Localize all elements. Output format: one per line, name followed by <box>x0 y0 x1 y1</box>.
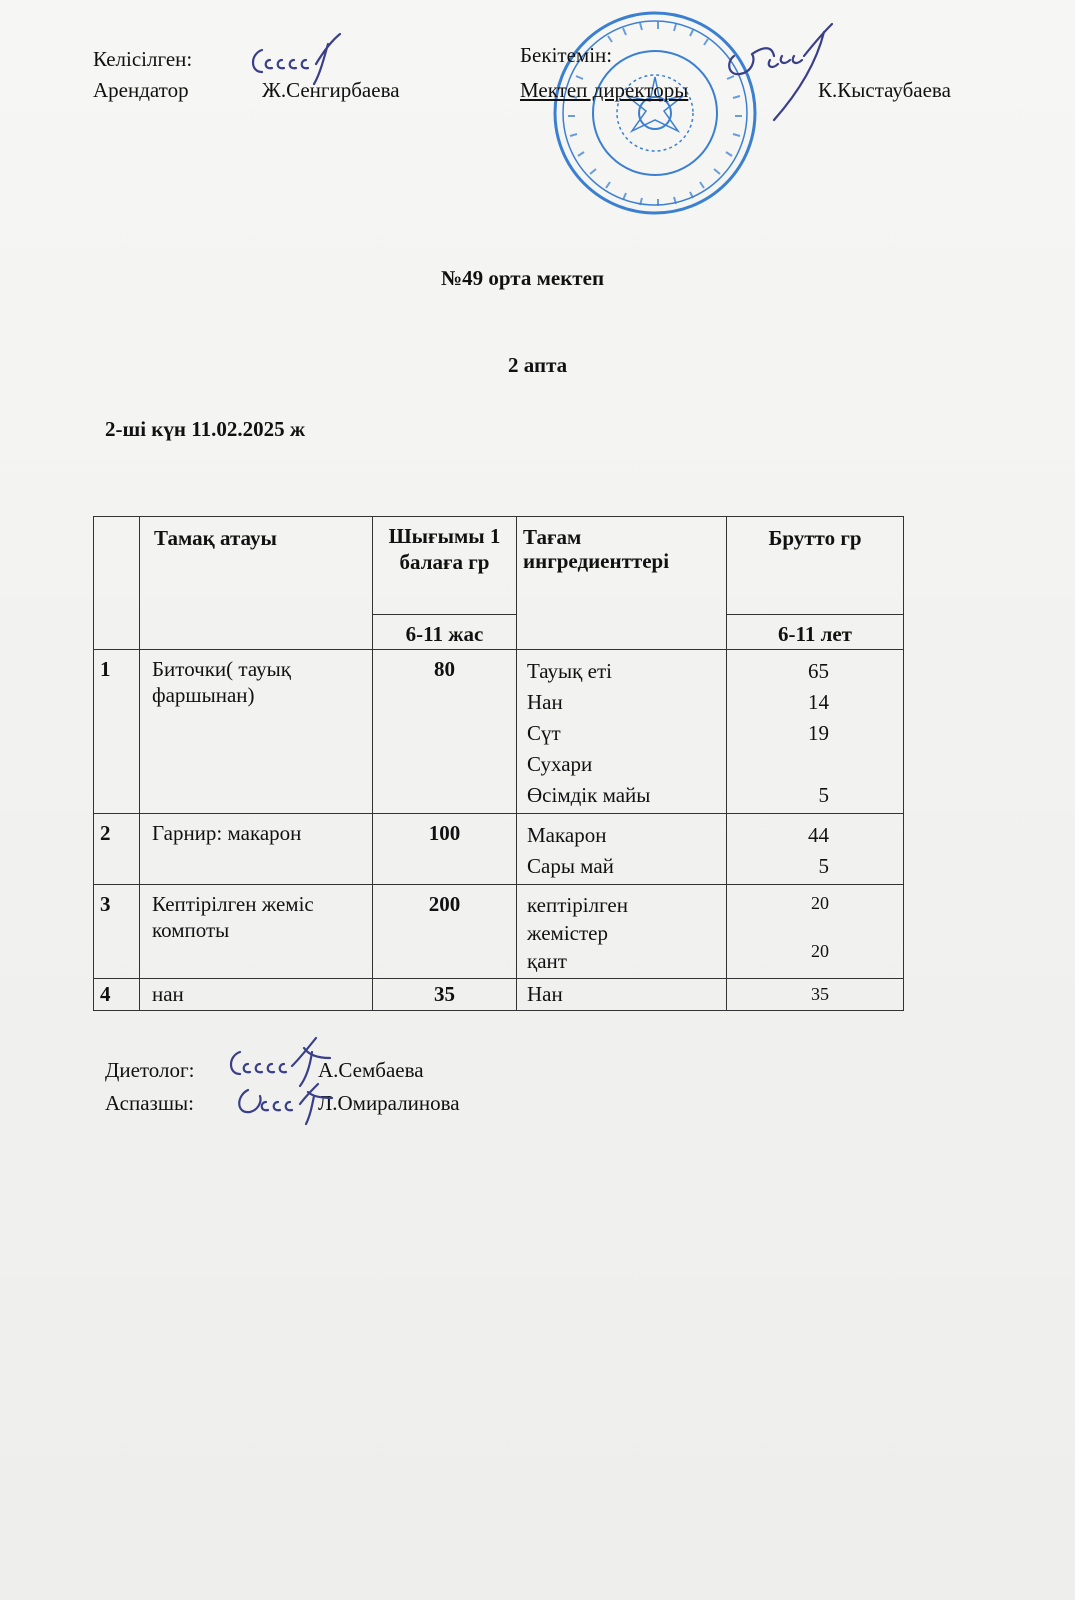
brutto-value: 44 <box>808 823 829 847</box>
brutto-values <box>727 885 904 979</box>
table-row <box>94 650 904 814</box>
dish-yield: 80 <box>373 650 517 814</box>
approve-label: Бекітемін: <box>520 43 613 67</box>
tenant-name: Ж.Сенгирбаева <box>262 78 400 102</box>
cook-signature <box>228 1078 338 1126</box>
ingredient-item: Нан <box>527 982 563 1006</box>
brutto-values <box>727 650 904 814</box>
table-row <box>94 885 904 979</box>
dish-name: Биточки( тауық фаршынан) <box>140 650 373 814</box>
row-number: 2 <box>94 814 140 885</box>
brutto-value: 20 <box>811 893 829 913</box>
director-signature <box>712 16 846 128</box>
ingredient-item: Макарон <box>527 823 607 847</box>
dish-ingredients <box>517 814 727 885</box>
brutto-value: 65 <box>808 659 829 683</box>
cook-name: Л.Омиралинова <box>318 1091 460 1115</box>
ingredient-item: Өсімдік майы <box>527 783 651 807</box>
ingredient-item: Тауық еті <box>527 659 612 683</box>
ingredient-item: Сухари <box>527 752 593 776</box>
dish-yield: 200 <box>373 885 517 979</box>
menu-table <box>93 516 904 1011</box>
brutto-value: 14 <box>808 690 829 714</box>
tenant-role: Арендатор <box>93 78 189 102</box>
ingredient-item: кептірілген <box>527 893 628 917</box>
brutto-value: 20 <box>811 941 829 961</box>
brutto-value: 5 <box>818 783 829 807</box>
header-num-cell <box>94 517 140 650</box>
row-number: 4 <box>94 979 140 1011</box>
row-number: 1 <box>94 650 140 814</box>
dish-name: Кептірілген жеміс компоты <box>140 885 373 979</box>
dish-ingredients <box>517 979 727 1011</box>
header-age-ru: 6-11 лет <box>727 615 904 650</box>
week-title: 2 апта <box>508 353 568 377</box>
ingredient-item: Сүт <box>527 721 561 745</box>
brutto-value <box>733 749 829 780</box>
brutto-value <box>733 915 829 939</box>
dish-name: Гарнир: макарон <box>140 814 373 885</box>
dish-yield: 100 <box>373 814 517 885</box>
header-dish-name: Тамақ атауы <box>140 517 373 650</box>
ingredient-item: Сары май <box>527 854 614 878</box>
dish-yield: 35 <box>373 979 517 1011</box>
brutto-values <box>727 814 904 885</box>
director-role: Мектеп директоры <box>520 78 689 102</box>
table-row <box>94 814 904 885</box>
ingredient-item: жемістер <box>527 921 608 945</box>
dietitian-label: Диетолог: <box>105 1058 195 1082</box>
header-yield: Шығымы 1 балаға гр <box>373 517 517 615</box>
day-date: 2-ші күн 11.02.2025 ж <box>105 417 306 441</box>
header-ingredients: Тағам ингредиенттері <box>517 517 727 650</box>
cook-label: Аспазшы: <box>105 1091 194 1115</box>
ingredient-item: қант <box>527 949 567 973</box>
table-row <box>94 979 904 1011</box>
header-age-kz: 6-11 жас <box>373 615 517 650</box>
brutto-value: 19 <box>808 721 829 745</box>
row-number: 3 <box>94 885 140 979</box>
table-header-row <box>94 517 904 615</box>
director-name: К.Кыстаубаева <box>818 78 951 102</box>
ingredient-item: Нан <box>527 690 563 714</box>
tenant-signature <box>240 24 350 88</box>
dietitian-name: А.Сембаева <box>318 1058 424 1082</box>
approved-by-label: Келісілген: <box>93 47 193 71</box>
brutto-value: 5 <box>818 854 829 878</box>
school-title: №49 орта мектеп <box>441 266 605 290</box>
header-brutto: Брутто гр <box>727 517 904 615</box>
dish-name: нан <box>140 979 373 1011</box>
brutto-value: 35 <box>811 984 829 1004</box>
dish-ingredients <box>517 885 727 979</box>
dish-ingredients <box>517 650 727 814</box>
brutto-values <box>727 979 904 1011</box>
